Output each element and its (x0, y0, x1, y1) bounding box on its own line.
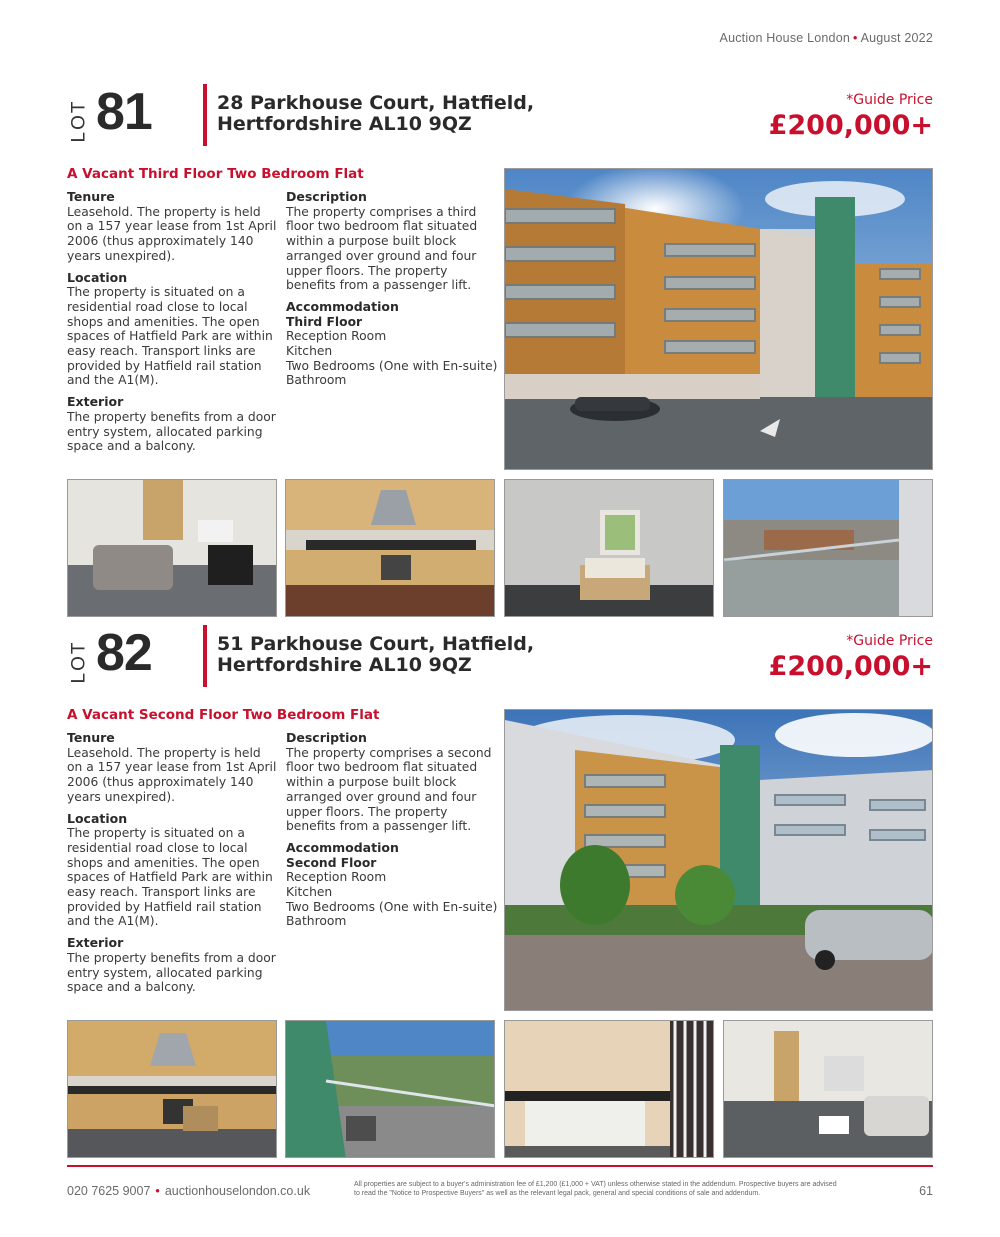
living-room-photo (67, 479, 277, 617)
address-line-2: Hertfordshire AL10 9QZ (217, 113, 472, 135)
exterior-text: The property benefits from a door entry system, allocated parking space and a balcony. (67, 409, 276, 454)
bedroom-photo (504, 479, 714, 617)
footer-contact (67, 1184, 310, 1198)
description-heading: Description (286, 730, 367, 745)
guide-price-value: £200,000+ (768, 110, 933, 141)
room-item: Two Bedrooms (One with En-suite) (286, 358, 498, 373)
room-item: Bathroom (286, 373, 347, 388)
tenure-heading: Tenure (67, 189, 115, 204)
accommodation-heading: Accommodation (286, 839, 399, 855)
bathroom-photo (504, 1020, 714, 1158)
website-link[interactable]: auctionhouselondon.co.uk (164, 1184, 311, 1198)
details-left-column (67, 731, 279, 1002)
lot-number: 82 (96, 624, 152, 682)
location-heading: Location (67, 269, 128, 285)
details-left-column (67, 190, 279, 461)
guide-price-label: *Guide Price (846, 92, 933, 108)
footer-disclaimer: All properties are subject to a buyer's administration fee of £1,200 (£1,000 + VAT) unless otherwise stated in the addendum. Prospective buyers are advised to read the "Notice to Prospective Buyers" as well as the relevant legal pack, general and special conditions of sale and addendum. (354, 1181, 837, 1197)
address-line-1: 51 Parkhouse Court, Hatfield, (217, 633, 535, 655)
tenure-text: Leasehold. The property is held on a 157 year lease from 1st April 2006 (thus approximately 140 years unexpired). (67, 745, 277, 804)
room-item: Kitchen (286, 885, 333, 900)
footer-divider (67, 1165, 933, 1167)
main-exterior-photo (504, 168, 933, 470)
lot-subtitle: A Vacant Third Floor Two Bedroom Flat (67, 166, 364, 182)
exterior-heading: Exterior (67, 394, 124, 410)
guide-price-value: £200,000+ (768, 651, 933, 682)
exterior-text: The property benefits from a door entry system, allocated parking space and a balcony. (67, 950, 276, 995)
lot-label: LOT (68, 99, 90, 143)
details-right-column (286, 190, 498, 388)
room-item: Kitchen (286, 344, 333, 359)
page-number: 61 (919, 1184, 933, 1198)
lot-81 (0, 84, 1000, 624)
property-address (217, 634, 534, 676)
living-room-photo (723, 1020, 933, 1158)
lot-subtitle: A Vacant Second Floor Two Bedroom Flat (67, 707, 380, 723)
description-text: The property comprises a third floor two bedroom flat situated within a purpose built block arranged over ground and four upper floors. The property benefits from a passenger lift. (286, 204, 478, 293)
accent-bar (203, 625, 207, 687)
description-heading: Description (286, 189, 367, 204)
room-item: Two Bedrooms (One with En-suite) (286, 899, 498, 914)
separator-dot: • (155, 1184, 160, 1198)
accommodation-heading: Accommodation (286, 298, 399, 314)
phone-number: 020 7625 9007 (67, 1184, 151, 1198)
details-right-column (286, 731, 498, 929)
address-line-1: 28 Parkhouse Court, Hatfield, (217, 92, 535, 114)
room-item: Reception Room (286, 329, 387, 344)
separator-dot: • (853, 31, 858, 45)
brand-name: Auction House London (719, 31, 851, 45)
room-item: Reception Room (286, 870, 387, 885)
description-text: The property comprises a second floor two bedroom flat situated within a purpose built block arranged over ground and four upper floors. The property benefits from a passenger lift. (286, 745, 492, 834)
balcony-view-photo (723, 479, 933, 617)
lot-82 (0, 625, 1000, 1165)
location-heading: Location (67, 810, 128, 826)
location-text: The property is situated on a residential road close to local shops and amenities. The open spaces of Hatfield Park are within easy reach. Transport links are provided by Hatfield rail station and the A1(M). (67, 826, 273, 929)
page-header (720, 31, 933, 45)
kitchen-photo (285, 479, 495, 617)
tenure-text: Leasehold. The property is held on a 157 year lease from 1st April 2006 (thus approximately 140 years unexpired). (67, 204, 277, 263)
floor-label: Second Floor (286, 855, 377, 870)
issue-date: August 2022 (860, 31, 933, 45)
room-item: Bathroom (286, 914, 347, 929)
property-address (217, 93, 534, 135)
tenure-heading: Tenure (67, 730, 115, 745)
main-exterior-photo (504, 709, 933, 1011)
lot-number: 81 (96, 83, 152, 141)
floor-label: Third Floor (286, 314, 363, 329)
exterior-heading: Exterior (67, 935, 124, 951)
lot-label: LOT (68, 640, 90, 684)
accent-bar (203, 84, 207, 146)
address-line-2: Hertfordshire AL10 9QZ (217, 654, 472, 676)
balcony-view-photo (285, 1020, 495, 1158)
kitchen-photo (67, 1020, 277, 1158)
guide-price-label: *Guide Price (846, 633, 933, 649)
location-text: The property is situated on a residential road close to local shops and amenities. The open spaces of Hatfield Park are within easy reach. Transport links are provided by Hatfield rail station and the A1(M). (67, 285, 273, 388)
